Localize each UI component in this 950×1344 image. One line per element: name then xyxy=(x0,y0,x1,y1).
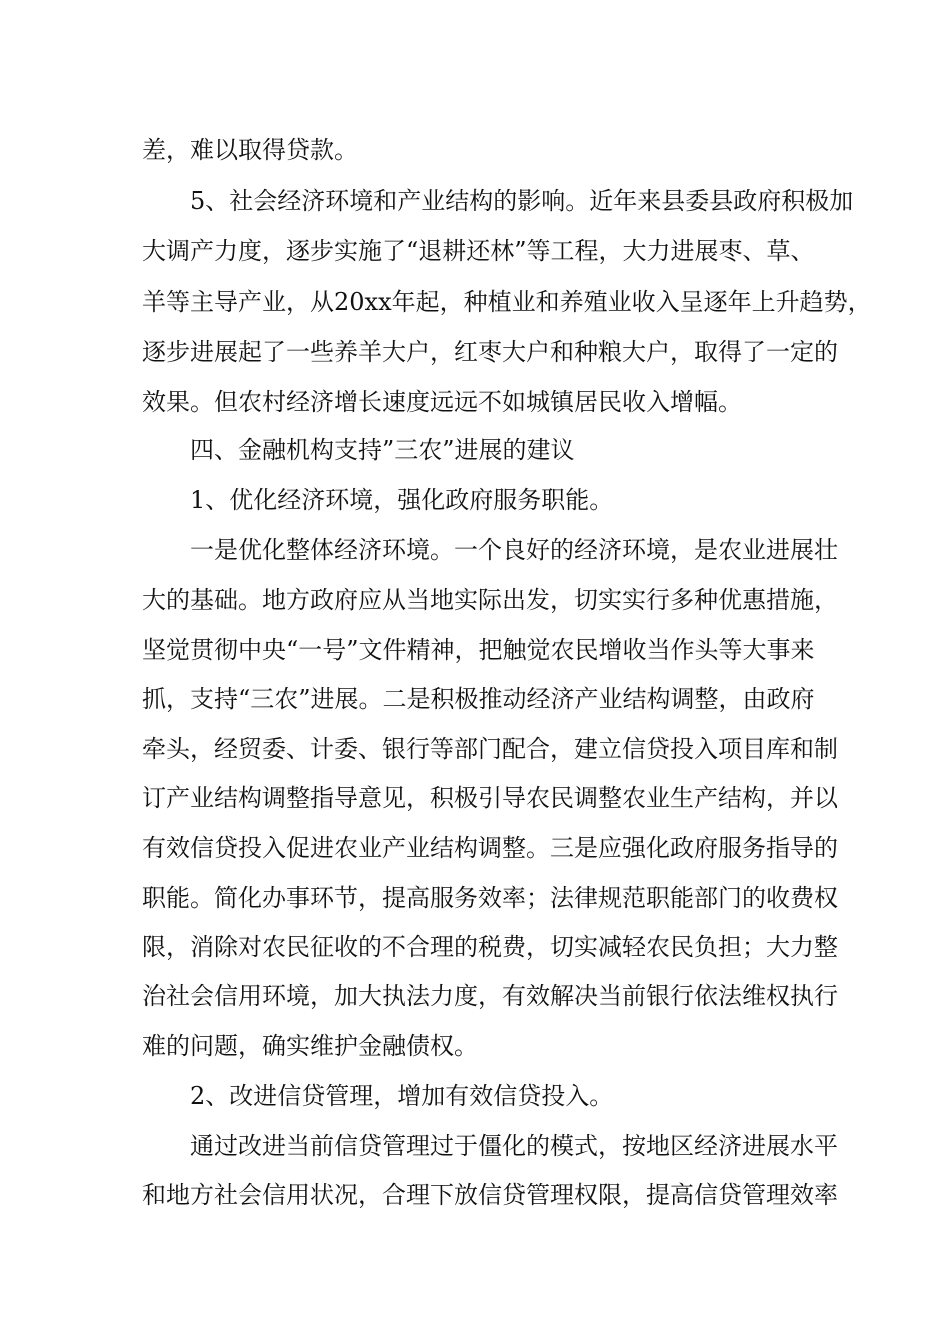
section-heading: 四、金融机构支持”三农”进展的建议 xyxy=(190,436,575,464)
text-line-22: 和地方社会信用状况，合理下放信贷管理权限，提高信贷管理效率 xyxy=(142,1181,838,1209)
text-line-18: 治社会信用环境，加大执法力度，有效解决当前银行依法维权执行 xyxy=(142,982,838,1010)
subheading-1: 1、优化经济环境，强化政府服务职能。 xyxy=(190,486,614,514)
text-line-14: 订产业结构调整指导意见，积极引导农民调整农业生产结构，并以 xyxy=(142,784,838,812)
text-line-13: 牵头，经贸委、计委、银行等部门配合，建立信贷投入项目库和制 xyxy=(142,735,838,763)
text-line-21: 通过改进当前信贷管理过于僵化的模式，按地区经济进展水平 xyxy=(190,1132,838,1160)
text-line-15: 有效信贷投入促进农业产业结构调整。三是应强化政府服务指导的 xyxy=(142,834,838,862)
text-line-11: 坚觉贯彻中央“一号”文件精神，把触觉农民增收当作头等大事来 xyxy=(142,636,815,664)
text-line-4: 羊等主导产业，从20xx年起，种植业和养殖业收入呈逐年上升趋势， xyxy=(142,288,872,316)
text-line-3: 大调产力度，逐步实施了“退耕还林”等工程，大力进展枣、草、 xyxy=(142,237,815,265)
text-line-16: 职能。简化办事环节，提高服务效率；法律规范职能部门的收费权 xyxy=(142,884,838,912)
text-line-17: 限，消除对农民征收的不合理的税费，切实减轻农民负担；大力整 xyxy=(142,933,838,961)
text-line-2: 5、社会经济环境和产业结构的影响。近年来县委县政府积极加 xyxy=(190,187,854,215)
text-line-12: 抓，支持“三农”进展。二是积极推动经济产业结构调整，由政府 xyxy=(142,685,815,713)
subheading-2: 2、改进信贷管理，增加有效信贷投入。 xyxy=(190,1082,614,1110)
text-line-9: 一是优化整体经济环境。一个良好的经济环境，是农业进展壮 xyxy=(190,536,838,564)
text-line-5: 逐步进展起了一些养羊大户，红枣大户和种粮大户，取得了一定的 xyxy=(142,338,838,366)
text-line-6: 效果。但农村经济增长速度远远不如城镇居民收入增幅。 xyxy=(142,388,742,416)
text-line-19: 难的问题，确实维护金融债权。 xyxy=(142,1032,478,1060)
text-line-10: 大的基础。地方政府应从当地实际出发，切实实行多种优惠措施， xyxy=(142,586,838,614)
text-line-1: 差，难以取得贷款。 xyxy=(142,136,358,164)
